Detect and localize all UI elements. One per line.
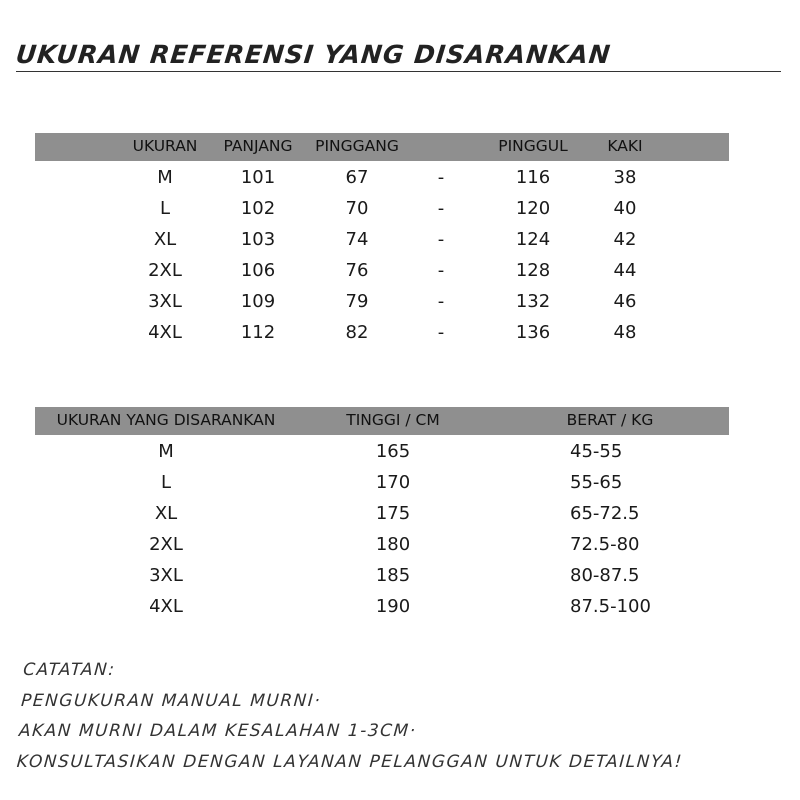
notes-heading: CATATAN: <box>22 660 117 680</box>
size-row-cell: - <box>437 322 445 343</box>
title-divider <box>16 71 781 72</box>
note-line: KONSULTASIKAN DENGAN LAYANAN PELANGGAN UNTUK DETAILNYA! <box>16 751 684 772</box>
size-row-cell: 82 <box>345 322 369 343</box>
size-row-cell: L <box>159 198 171 219</box>
recommend-header-1: TINGGI / CM <box>346 411 440 429</box>
recommend-header-0: UKURAN YANG DISARANKAN <box>56 411 276 429</box>
size-row-cell: 46 <box>613 291 637 312</box>
size-row-cell: 3XL <box>148 291 182 312</box>
recommend-row-cell: 190 <box>375 596 411 617</box>
recommend-row-cell: 180 <box>375 534 411 555</box>
size-row-cell: 70 <box>345 198 369 219</box>
recommend-row-cell: 170 <box>375 472 411 493</box>
page-title: UKURAN REFERENSI YANG DISARANKAN <box>14 40 613 69</box>
recommend-row-cell: 87.5-100 <box>570 596 651 617</box>
recommend-row-cell: 175 <box>375 503 411 524</box>
recommend-row-cell: XL <box>154 503 178 524</box>
size-row-cell: 67 <box>345 167 369 188</box>
recommend-header-2: BERAT / KG <box>566 411 654 429</box>
size-row-cell: XL <box>153 229 177 250</box>
size-row-cell: 74 <box>345 229 369 250</box>
recommend-row-cell: 3XL <box>149 565 183 586</box>
recommend-row-cell: M <box>158 441 174 462</box>
size-row-cell: 4XL <box>148 322 182 343</box>
notes <box>16 655 691 777</box>
size-row-cell: 120 <box>515 198 551 219</box>
recommend-row-cell: 4XL <box>149 596 183 617</box>
recommend-row-cell: 165 <box>375 441 411 462</box>
size-row-cell: 76 <box>345 260 369 281</box>
size-row-cell: 109 <box>240 291 276 312</box>
size-row-cell: - <box>437 167 445 188</box>
size-row-cell: 2XL <box>148 260 182 281</box>
note-line: PENGUKURAN MANUAL MURNI· <box>20 690 322 711</box>
size-row-cell: - <box>437 260 445 281</box>
size-header-5: KAKI <box>607 137 643 155</box>
size-row-cell: - <box>437 198 445 219</box>
recommend-row-cell: 65-72.5 <box>570 503 640 524</box>
size-row-cell: 38 <box>613 167 637 188</box>
recommend-row-cell: 185 <box>375 565 411 586</box>
recommend-row-cell: 2XL <box>149 534 183 555</box>
size-row-cell: 102 <box>240 198 276 219</box>
size-header-0: UKURAN <box>132 137 198 155</box>
size-row-cell: - <box>437 291 445 312</box>
size-header-1: PANJANG <box>223 137 293 155</box>
size-row-cell: 106 <box>240 260 276 281</box>
note-line: AKAN MURNI DALAM KESALAHAN 1-3CM· <box>18 721 418 741</box>
size-header-4: PINGGUL <box>498 137 568 155</box>
size-row-cell: 116 <box>515 167 551 188</box>
recommend-row-cell: L <box>160 472 172 493</box>
size-row-cell: 48 <box>613 322 637 343</box>
size-row-cell: 132 <box>515 291 551 312</box>
size-row-cell: 79 <box>345 291 369 312</box>
size-row-cell: 103 <box>240 229 276 250</box>
size-row-cell: 112 <box>240 322 276 343</box>
size-row-cell: 101 <box>240 167 276 188</box>
size-row-cell: 44 <box>613 260 637 281</box>
size-header-2: PINGGANG <box>315 137 399 155</box>
recommend-row-cell: 55-65 <box>570 472 623 493</box>
recommend-row-cell: 45-55 <box>570 441 623 462</box>
recommend-row-cell: 72.5-80 <box>570 534 640 555</box>
recommend-row-cell: 80-87.5 <box>570 565 640 586</box>
size-row-cell: 42 <box>613 229 637 250</box>
size-row-cell: 136 <box>515 322 551 343</box>
size-row-cell: 40 <box>613 198 637 219</box>
size-row-cell: 128 <box>515 260 551 281</box>
size-row-cell: 124 <box>515 229 551 250</box>
size-row-cell: - <box>437 229 445 250</box>
size-row-cell: M <box>157 167 173 188</box>
